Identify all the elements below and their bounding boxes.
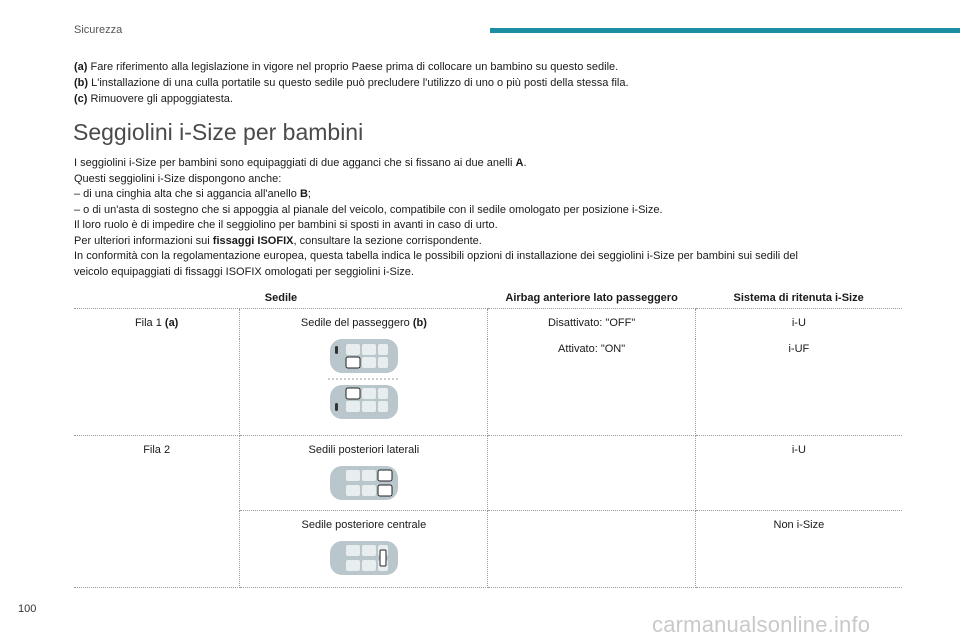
cell-airbag-off: Disattivato: "OFF"	[488, 309, 695, 340]
note-a: (a) Fare riferimento alla legislazione in vigore nel proprio Paese prima di collocare un bambino su questo sedile.	[74, 61, 619, 73]
body-text	[74, 156, 904, 280]
paragraph: – o di un'asta di sostegno che si appoggia al pianale del veicolo, compatibile con il sedile omologato per posizione i-Size.	[74, 203, 663, 216]
page-number: 100	[18, 603, 37, 615]
paragraph: Questi seggiolini i-Size dispongono anche:	[74, 172, 282, 185]
table-row	[74, 436, 902, 511]
notes	[74, 59, 904, 107]
paragraph: Il loro ruolo è di impedire che il seggiolino per bambini si sposti in avanti in caso di urto.	[74, 219, 498, 231]
note-c: (c) Rimuovere gli appoggiatesta.	[74, 93, 233, 105]
car-front-passenger-icon	[328, 337, 400, 421]
car-rear-center-seat-icon	[328, 539, 400, 577]
paragraph: – di una cinghia alta che si aggancia all'anello B;	[74, 188, 311, 200]
cell-system-rear-center: Non i-Size	[695, 511, 902, 588]
watermark: carmanualsonline.info	[652, 612, 871, 637]
cell-passenger-seat: Sedile del passeggero (b)	[240, 309, 488, 436]
cell-airbag-empty	[488, 511, 695, 588]
header-sistema: Sistema di ritenuta i-Size	[695, 287, 902, 309]
paragraph: I seggiolini i-Size per bambini sono equipaggiati di due agganci che si fissano ai due anelli A.	[74, 157, 527, 169]
table-header-row	[74, 287, 902, 309]
page-title: Seggiolini i-Size per bambini	[73, 119, 364, 145]
section-label: Sicurezza	[74, 24, 123, 36]
cell-fila-1: Fila 1 (a)	[74, 309, 240, 436]
header-airbag: Airbag anteriore lato passeggero	[488, 287, 695, 309]
note-b: (b) L'installazione di una culla portatile su questo sedile può precludere l'utilizzo di uno o più posti della stessa fila.	[74, 77, 629, 89]
cell-rear-side-seats: Sedili posteriori laterali	[240, 436, 488, 511]
cell-system-on: i-UF	[695, 339, 902, 436]
cell-airbag-empty	[488, 436, 695, 511]
header-sedile: Sedile	[74, 287, 488, 309]
table-row	[74, 309, 902, 340]
paragraph: Per ulteriori informazioni sui fissaggi ISOFIX, consultare la sezione corrispondente.	[74, 234, 482, 247]
cell-airbag-on: Attivato: "ON"	[488, 339, 695, 436]
paragraph: veicolo equipaggiati di fissaggi ISOFIX omologati per seggiolini i-Size.	[74, 265, 414, 278]
isize-table	[74, 287, 902, 588]
section-accent-bar	[490, 28, 960, 33]
paragraph: In conformità con la regolamentazione europea, questa tabella indica le possibili opzioni di installazione dei seggiolini i-Size per bambini sui sedili del	[74, 250, 798, 262]
car-rear-side-seats-icon	[328, 464, 400, 502]
cell-system-rear-side: i-U	[695, 436, 902, 511]
cell-system-off: i-U	[791, 317, 806, 329]
cell-fila-2: Fila 2	[74, 436, 240, 588]
cell-rear-center-seat: Sedile posteriore centrale	[240, 511, 488, 588]
